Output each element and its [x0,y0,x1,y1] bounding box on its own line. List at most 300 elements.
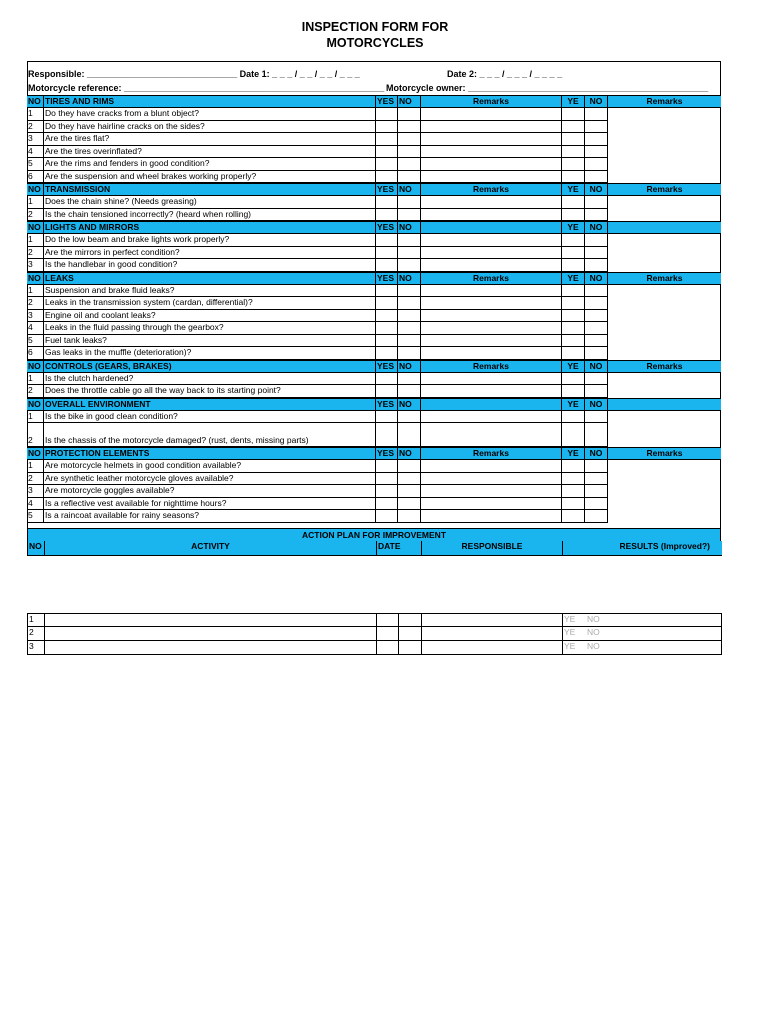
yes2-checkbox-cell[interactable] [562,121,585,134]
section-header [27,272,721,285]
yes2-checkbox-cell[interactable] [562,460,585,473]
item-number: 2 [27,385,44,398]
section-header [27,95,721,108]
remarks-column-header: Remarks [421,183,562,196]
yes-checkbox-cell[interactable] [376,460,398,473]
remarks2-cell[interactable] [608,171,721,184]
yes-checkbox-cell[interactable] [376,297,398,310]
no-checkbox-cell[interactable] [398,423,421,447]
remarks2-cell[interactable] [608,310,721,323]
no-checkbox-cell[interactable] [398,297,421,310]
no-checkbox-cell[interactable] [398,411,421,424]
ap-result-yes[interactable]: YE [563,627,586,641]
yes2-checkbox-cell[interactable] [562,209,585,222]
remarks-cell[interactable] [421,335,562,348]
yes2-checkbox-cell[interactable] [562,310,585,323]
yes-checkbox-cell[interactable] [376,285,398,298]
remarks2-cell[interactable] [608,259,721,272]
remarks-column-header [421,221,562,234]
yes2-checkbox-cell[interactable] [562,234,585,247]
remarks2-cell[interactable] [608,121,721,134]
yes-column-header: YES [376,398,398,411]
section-no-label: NO [27,398,44,411]
checklist-row [27,259,721,272]
no2-checkbox-cell[interactable] [585,385,608,398]
responsible-field[interactable]: Responsible: ______________________________ Date 1: _ _ _ / _ _ / _ _ / _ _ _ [28,69,360,79]
section-title: CONTROLS (GEARS, BRAKES) [44,360,376,373]
checklist-row [27,473,721,486]
checklist-row [27,322,721,335]
yes-checkbox-cell[interactable] [376,108,398,121]
no2-checkbox-cell[interactable] [585,234,608,247]
remarks-column-header: Remarks [421,95,562,108]
no-checkbox-cell[interactable] [398,196,421,209]
section-title: OVERALL ENVIRONMENT [44,398,376,411]
action-plan-row [27,641,722,655]
checklist-row [27,121,721,134]
ap-header-no: NO [28,541,45,556]
remarks2-cell[interactable] [608,423,721,447]
no-column-header: NO [398,447,421,460]
remarks-cell[interactable] [421,247,562,260]
ap-date-cell[interactable] [377,614,399,627]
no-checkbox-cell[interactable] [398,133,421,146]
remarks-cell[interactable] [421,108,562,121]
item-number: 2 [27,297,44,310]
remarks-cell[interactable] [421,171,562,184]
item-question: Fuel tank leaks? [44,335,376,348]
remarks-column-header: Remarks [421,447,562,460]
yes-checkbox-cell[interactable] [376,146,398,159]
no-checkbox-cell[interactable] [398,498,421,511]
item-number: 1 [27,108,44,121]
ap-date-cell[interactable] [377,627,399,641]
no2-checkbox-cell[interactable] [585,297,608,310]
item-question: Is a reflective vest available for nighttime hours? [44,498,376,511]
yes-column-header: YES [376,360,398,373]
ap-date2-cell[interactable] [399,627,422,641]
checklist-row [27,347,721,360]
no-checkbox-cell[interactable] [398,385,421,398]
item-question: Are the tires overinflated? [44,146,376,159]
section-title: PROTECTION ELEMENTS [44,447,376,460]
remarks2-column-header: Remarks [608,360,721,373]
no-checkbox-cell[interactable] [398,460,421,473]
remarks-cell[interactable] [421,234,562,247]
ap-result-no[interactable]: NO [586,627,722,641]
no2-column-header: NO [585,183,608,196]
remarks2-cell[interactable] [608,234,721,247]
no2-checkbox-cell[interactable] [585,158,608,171]
remarks-cell[interactable] [421,498,562,511]
section-header [27,221,721,234]
no2-checkbox-cell[interactable] [585,108,608,121]
no2-checkbox-cell[interactable] [585,473,608,486]
item-number: 4 [27,146,44,159]
yes2-checkbox-cell[interactable] [562,498,585,511]
no-column-header: NO [398,398,421,411]
no2-checkbox-cell[interactable] [585,247,608,260]
no2-checkbox-cell[interactable] [585,485,608,498]
no2-checkbox-cell[interactable] [585,460,608,473]
remarks2-column-header: Remarks [608,447,721,460]
remarks2-column-header [608,398,721,411]
remarks-cell[interactable] [421,373,562,386]
item-number: 5 [27,335,44,348]
checklist-row [27,297,721,310]
section-no-label: NO [27,447,44,460]
remarks-cell[interactable] [421,121,562,134]
item-number: 5 [27,510,44,523]
remarks-cell[interactable] [421,485,562,498]
item-question: Leaks in the fluid passing through the gearbox? [44,322,376,335]
no-column-header: NO [398,95,421,108]
no2-column-header: NO [585,360,608,373]
item-question: Suspension and brake fluid leaks? [44,285,376,298]
remarks-cell[interactable] [421,460,562,473]
remarks2-cell[interactable] [608,335,721,348]
no2-checkbox-cell[interactable] [585,347,608,360]
remarks2-column-header: Remarks [608,95,721,108]
item-question: Do the low beam and brake lights work properly? [44,234,376,247]
yes2-checkbox-cell[interactable] [562,510,585,523]
remarks2-cell[interactable] [608,347,721,360]
remarks-cell[interactable] [421,196,562,209]
remarks2-cell[interactable] [608,498,721,511]
no-checkbox-cell[interactable] [398,158,421,171]
remarks-column-header [421,398,562,411]
ap-responsible-cell[interactable] [422,614,563,627]
no-checkbox-cell[interactable] [398,510,421,523]
ap-activity-cell[interactable] [45,627,377,641]
item-number: 4 [27,322,44,335]
checklist-row [27,133,721,146]
ap-result-no[interactable]: NO [586,614,722,627]
no2-checkbox-cell[interactable] [585,322,608,335]
checklist-row [27,335,721,348]
remarks2-cell[interactable] [608,322,721,335]
checklist-row [27,411,721,424]
yes2-checkbox-cell[interactable] [562,108,585,121]
no2-checkbox-cell[interactable] [585,335,608,348]
yes2-checkbox-cell[interactable] [562,423,585,447]
no-checkbox-cell[interactable] [398,121,421,134]
checklist-row [27,285,721,298]
yes-checkbox-cell[interactable] [376,485,398,498]
checklist-row [27,158,721,171]
section-no-label: NO [27,95,44,108]
remarks-cell[interactable] [421,411,562,424]
form-title [0,19,750,51]
item-question: Leaks in the transmission system (cardan, differential)? [44,297,376,310]
remarks2-cell[interactable] [608,247,721,260]
ap-responsible-cell[interactable] [422,641,563,655]
remarks2-cell[interactable] [608,460,721,473]
ap-header-activity: ACTIVITY [45,541,377,556]
no-checkbox-cell[interactable] [398,209,421,222]
remarks-cell[interactable] [421,423,562,447]
ap-row-number: 3 [28,641,45,655]
item-question: Does the throttle cable go all the way back to its starting point? [44,385,376,398]
no-checkbox-cell[interactable] [398,171,421,184]
no2-column-header: NO [585,398,608,411]
item-number: 3 [27,310,44,323]
yes-checkbox-cell[interactable] [376,322,398,335]
section-title: LEAKS [44,272,376,285]
remarks2-cell[interactable] [608,373,721,386]
remarks-cell[interactable] [421,310,562,323]
section-header [27,183,721,196]
yes2-checkbox-cell[interactable] [562,473,585,486]
ap-date2-cell[interactable] [399,614,422,627]
section-title: LIGHTS AND MIRRORS [44,221,376,234]
section-title: TIRES AND RIMS [44,95,376,108]
action-plan-header [27,541,722,556]
item-question: Is a raincoat available for rainy seasons? [44,510,376,523]
yes2-checkbox-cell[interactable] [562,146,585,159]
yes-checkbox-cell[interactable] [376,411,398,424]
yes2-checkbox-cell[interactable] [562,485,585,498]
remarks2-cell[interactable] [608,158,721,171]
yes-checkbox-cell[interactable] [376,171,398,184]
item-question: Are motorcycle goggles available? [44,485,376,498]
yes-checkbox-cell[interactable] [376,234,398,247]
remarks-column-header: Remarks [421,272,562,285]
item-number: 1 [27,373,44,386]
remarks2-cell[interactable] [608,473,721,486]
remarks2-cell[interactable] [608,510,721,523]
checklist-row [27,498,721,511]
remarks-cell[interactable] [421,133,562,146]
yes2-checkbox-cell[interactable] [562,285,585,298]
no2-checkbox-cell[interactable] [585,209,608,222]
yes2-checkbox-cell[interactable] [562,171,585,184]
item-number: 2 [27,247,44,260]
ap-header-results: RESULTS (Improved?) [563,541,722,556]
item-question: Is the bike in good clean condition? [44,411,376,424]
yes2-checkbox-cell[interactable] [562,385,585,398]
remarks-cell[interactable] [421,158,562,171]
remarks-cell[interactable] [421,473,562,486]
checklist-row [27,510,721,523]
item-question: Is the chassis of the motorcycle damaged? (rust, dents, missing parts) [44,423,376,447]
no2-checkbox-cell[interactable] [585,310,608,323]
remarks2-cell[interactable] [608,285,721,298]
ap-responsible-cell[interactable] [422,627,563,641]
item-number: 3 [27,133,44,146]
yes2-checkbox-cell[interactable] [562,196,585,209]
section-no-label: NO [27,183,44,196]
checklist-row [27,423,721,447]
section-no-label: NO [27,272,44,285]
no-column-header: NO [398,183,421,196]
checklist-row [27,196,721,209]
yes2-checkbox-cell[interactable] [562,158,585,171]
remarks-cell[interactable] [421,322,562,335]
item-question: Is the handlebar in good condition? [44,259,376,272]
remarks2-cell[interactable] [608,297,721,310]
remarks-cell[interactable] [421,259,562,272]
ap-result-yes[interactable]: YE [563,614,586,627]
no2-checkbox-cell[interactable] [585,121,608,134]
yes2-checkbox-cell[interactable] [562,297,585,310]
yes-column-header: YES [376,272,398,285]
action-plan-row [27,627,722,641]
section-header [27,360,721,373]
yes2-column-header: YE [562,95,585,108]
item-number: 3 [27,259,44,272]
date2-field[interactable]: Date 2: _ _ _ / _ _ _ / _ _ _ _ [447,69,563,79]
checklist-row [27,460,721,473]
ap-row-number: 2 [28,627,45,641]
checklist-row [27,209,721,222]
ap-date-cell[interactable] [377,641,399,655]
yes2-checkbox-cell[interactable] [562,347,585,360]
remarks-cell[interactable] [421,510,562,523]
remarks-cell[interactable] [421,146,562,159]
no-checkbox-cell[interactable] [398,373,421,386]
yes-checkbox-cell[interactable] [376,335,398,348]
remarks2-cell[interactable] [608,485,721,498]
yes2-column-header: YE [562,360,585,373]
no-checkbox-cell[interactable] [398,259,421,272]
remarks2-cell[interactable] [608,411,721,424]
item-question: Is the clutch hardened? [44,373,376,386]
no-checkbox-cell[interactable] [398,347,421,360]
item-question: Are the tires flat? [44,133,376,146]
yes-checkbox-cell[interactable] [376,373,398,386]
yes-checkbox-cell[interactable] [376,196,398,209]
no-checkbox-cell[interactable] [398,285,421,298]
no2-checkbox-cell[interactable] [585,498,608,511]
no-checkbox-cell[interactable] [398,234,421,247]
no2-checkbox-cell[interactable] [585,285,608,298]
yes2-column-header: YE [562,183,585,196]
yes2-checkbox-cell[interactable] [562,247,585,260]
yes-column-header: YES [376,183,398,196]
no2-checkbox-cell[interactable] [585,510,608,523]
checklist-row [27,373,721,386]
item-number: 5 [27,158,44,171]
yes2-column-header: YE [562,221,585,234]
no2-checkbox-cell[interactable] [585,146,608,159]
yes-checkbox-cell[interactable] [376,473,398,486]
remarks-cell[interactable] [421,285,562,298]
yes2-checkbox-cell[interactable] [562,259,585,272]
no-column-header: NO [398,360,421,373]
yes2-checkbox-cell[interactable] [562,411,585,424]
item-number: 6 [27,347,44,360]
checklist-row [27,146,721,159]
ap-result-no[interactable]: NO [586,641,722,655]
yes2-checkbox-cell[interactable] [562,133,585,146]
yes-checkbox-cell[interactable] [376,247,398,260]
remarks-cell[interactable] [421,385,562,398]
yes-checkbox-cell[interactable] [376,347,398,360]
motorcycle-reference-field[interactable]: Motorcycle reference: ____________________________________________________ [28,83,385,93]
remarks2-cell[interactable] [608,133,721,146]
remarks2-cell[interactable] [608,108,721,121]
no2-checkbox-cell[interactable] [585,259,608,272]
no-checkbox-cell[interactable] [398,322,421,335]
no-checkbox-cell[interactable] [398,485,421,498]
item-number: 1 [27,460,44,473]
item-question: Are the mirrors in perfect condition? [44,247,376,260]
no-checkbox-cell[interactable] [398,335,421,348]
item-question: Are motorcycle helmets in good condition available? [44,460,376,473]
no2-checkbox-cell[interactable] [585,411,608,424]
remarks2-cell[interactable] [608,146,721,159]
no-checkbox-cell[interactable] [398,108,421,121]
item-number: 1 [27,411,44,424]
remarks-cell[interactable] [421,297,562,310]
remarks2-cell[interactable] [608,209,721,222]
ap-header-date: DATE [377,541,422,556]
yes-checkbox-cell[interactable] [376,133,398,146]
ap-activity-cell[interactable] [45,614,377,627]
no2-column-header: NO [585,272,608,285]
no-checkbox-cell[interactable] [398,310,421,323]
no2-column-header: NO [585,447,608,460]
remarks2-cell[interactable] [608,385,721,398]
yes-checkbox-cell[interactable] [376,385,398,398]
remarks-cell[interactable] [421,209,562,222]
no-checkbox-cell[interactable] [398,146,421,159]
section-header [27,447,721,460]
form-title-line1: INSPECTION FORM FOR [301,20,449,34]
item-question: Gas leaks in the muffle (deterioration)? [44,347,376,360]
checklist-row [27,385,721,398]
no-checkbox-cell[interactable] [398,473,421,486]
yes-checkbox-cell[interactable] [376,310,398,323]
yes-checkbox-cell[interactable] [376,510,398,523]
no2-checkbox-cell[interactable] [585,373,608,386]
yes2-checkbox-cell[interactable] [562,335,585,348]
item-number: 1 [27,196,44,209]
yes-checkbox-cell[interactable] [376,423,398,447]
ap-activity-cell[interactable] [45,641,377,655]
no2-checkbox-cell[interactable] [585,171,608,184]
yes-checkbox-cell[interactable] [376,121,398,134]
motorcycle-owner-field[interactable]: Motorcycle owner: ________________________________________________ [386,83,709,93]
remarks-cell[interactable] [421,347,562,360]
action-plan-title: ACTION PLAN FOR IMPROVEMENT [27,528,721,542]
ap-header-responsible: RESPONSIBLE [422,541,563,556]
yes2-checkbox-cell[interactable] [562,322,585,335]
no-checkbox-cell[interactable] [398,247,421,260]
item-number: 1 [27,234,44,247]
yes-checkbox-cell[interactable] [376,498,398,511]
no2-checkbox-cell[interactable] [585,423,608,447]
remarks2-cell[interactable] [608,196,721,209]
action-plan-row [27,613,722,627]
yes-checkbox-cell[interactable] [376,209,398,222]
yes-checkbox-cell[interactable] [376,158,398,171]
section-no-label: NO [27,221,44,234]
section-header [27,398,721,411]
no2-checkbox-cell[interactable] [585,196,608,209]
remarks2-column-header: Remarks [608,183,721,196]
ap-result-yes[interactable]: YE [563,641,586,655]
ap-date2-cell[interactable] [399,641,422,655]
yes-checkbox-cell[interactable] [376,259,398,272]
no2-checkbox-cell[interactable] [585,133,608,146]
no2-column-header: NO [585,221,608,234]
form-title-line2: MOTORCYCLES [326,36,424,50]
no-column-header: NO [398,272,421,285]
remarks2-column-header: Remarks [608,272,721,285]
yes2-checkbox-cell[interactable] [562,373,585,386]
